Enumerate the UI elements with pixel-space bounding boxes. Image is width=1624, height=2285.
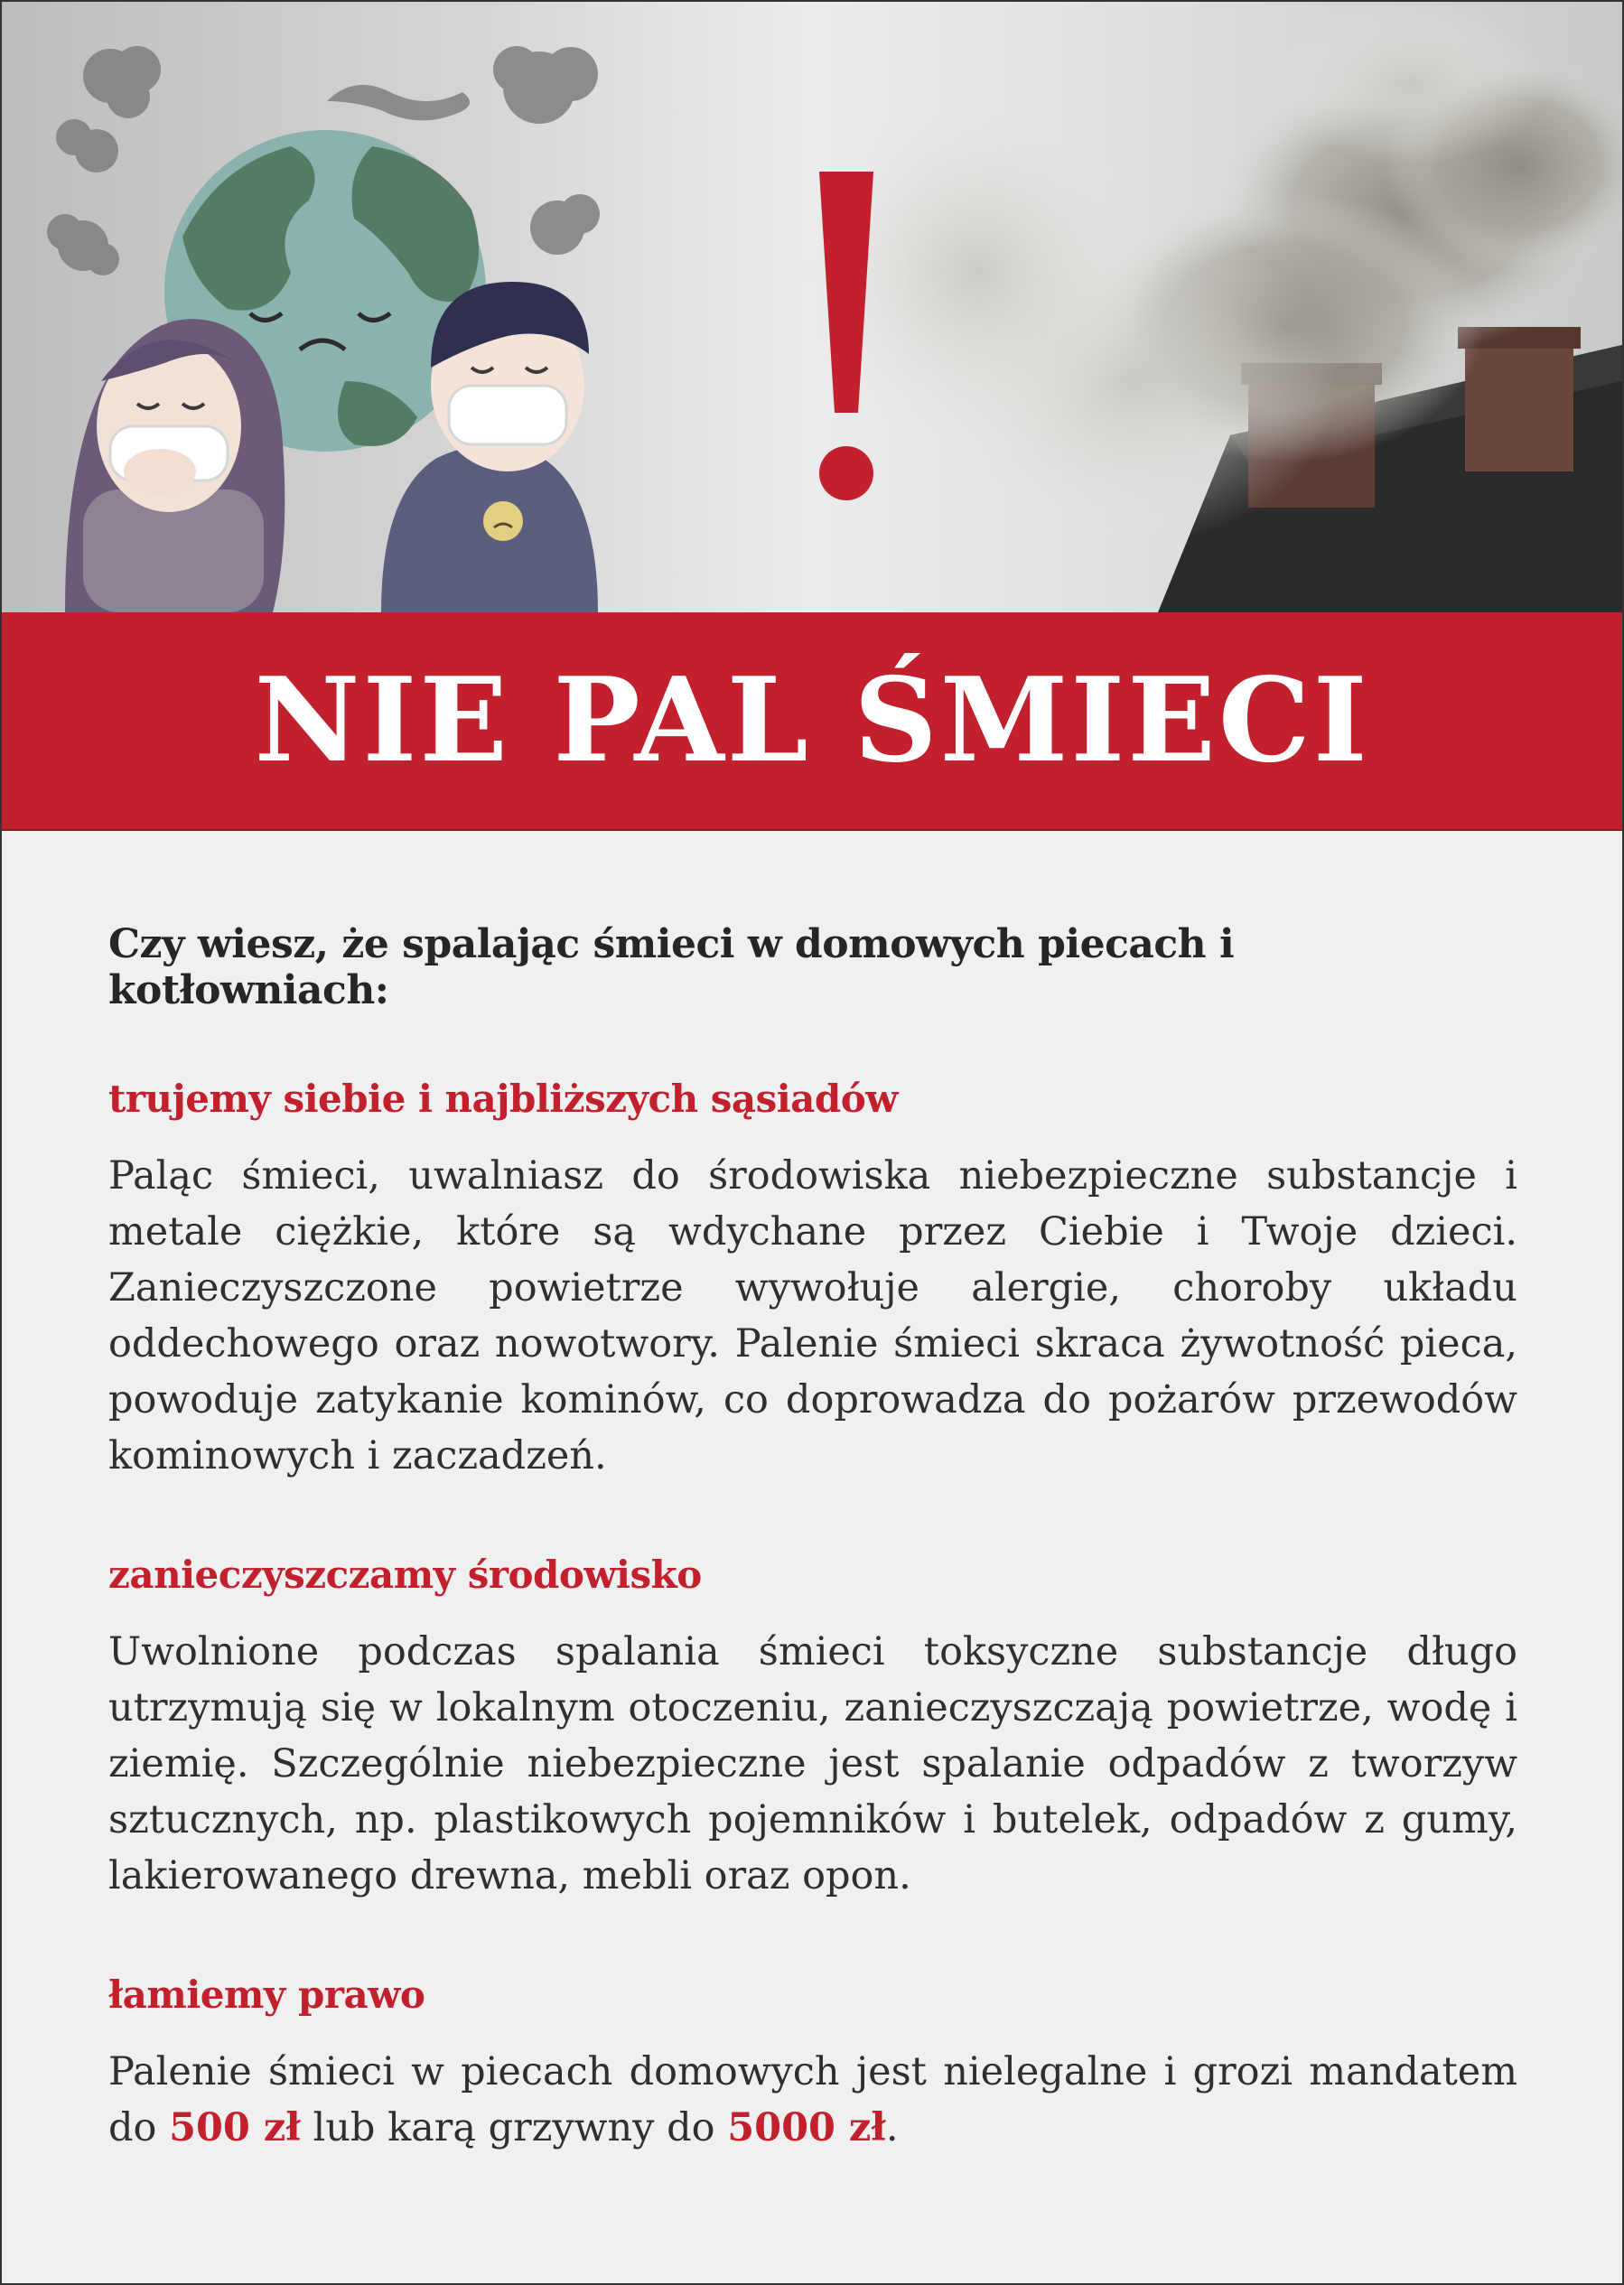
- section-heading: łamiemy prawo: [108, 1973, 425, 2017]
- law-text-3: .: [885, 2105, 899, 2150]
- law-text-2: lub karą grzywny do: [300, 2105, 728, 2150]
- hero-illustration: [2, 2, 1622, 612]
- section-text: [108, 2044, 1517, 2156]
- section-text: Paląc śmieci, uwalniasz do środowiska niebezpieczne substancje i metale ciężkie, które są wdychane przez Ciebie i Twoje dzieci. Zanieczyszczone powietrze wywołuje alergie, choroby układu oddechowego oraz nowotwory. Palenie śmieci skraca żywotność pieca, powoduje zatykanie kominów, co doprowadza do pożarów przewodów kominowych i zaczadzeń.: [108, 1153, 1517, 1478]
- girl-with-mask-icon: [65, 319, 285, 612]
- section-text: Uwolnione podczas spalania śmieci toksyczne substancje długo utrzymują się w lokalnym otoczeniu, zanieczyszczają powietrze, wodę i ziemię. Szczególnie niebezpieczne jest spalanie odpadów z tworzyw sztucznych, np. plastikowych pojemników i butelek, odpadów z gumy, lakierowanego drewna, mebli oraz opon.: [108, 1629, 1517, 1898]
- page-title: NIE PAL ŚMIECI: [254, 653, 1370, 788]
- law-text-1: Palenie śmieci w piecach domowych jest nielegalne i grozi mandatem do: [108, 2049, 1517, 2150]
- content: [108, 921, 1517, 2156]
- penalty-amount: 5000 zł: [727, 2105, 886, 2150]
- section-heading: zanieczyszczamy środowisko: [108, 1553, 702, 1597]
- title-banner: [2, 612, 1622, 831]
- fine-amount: 500 zł: [169, 2105, 301, 2150]
- section-heading: trujemy siebie i najbliższych sąsiadów: [108, 1077, 898, 1121]
- hero-art: [2, 2, 1622, 612]
- intro-question: Czy wiesz, że spalając śmieci w domowych piecach i kotłowniach:: [108, 921, 1235, 1013]
